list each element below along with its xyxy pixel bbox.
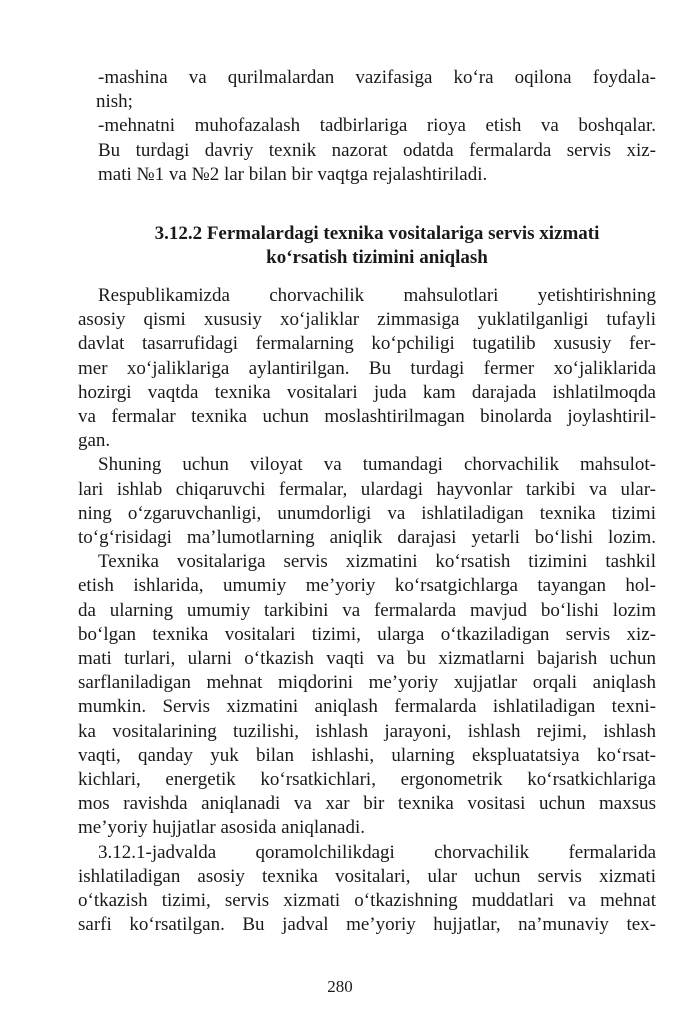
text-line: Bu turdagi davriy texnik nazorat odatda fermalarda servis xiz- (98, 139, 656, 161)
text-line: o‘tkazish tizimi, servis xizmati o‘tkazishning muddatlari va mehnat (78, 890, 656, 912)
page-number: 280 (327, 977, 353, 996)
body-text (78, 284, 656, 937)
heading-line: 3.12.2 Fermalardagi texnika vositalariga servis xizmati (154, 223, 600, 244)
text-line: mer xo‘jaliklariga aylantirilgan. Bu turdagi fermer xo‘jaliklarida (78, 357, 656, 379)
top-block (98, 66, 656, 187)
text-line: davlat tasarrufidagi fermalarning ko‘pchiligi tugatilib xususiy fer- (78, 333, 656, 355)
text-line: mati №1 va №2 lar bilan bir vaqtga rejalashtiriladi. (98, 163, 488, 185)
text-line: 3.12.1-jadvalda qoramolchilikdagi chorvachilik fermalarida (98, 841, 656, 863)
text-line: kichlari, energetik ko‘rsatkichlari, ergonometrik ko‘rsatkichlariga (78, 769, 656, 791)
text-line: ishlatiladigan asosiy texnika vositalari, ular uchun servis xizmati (78, 865, 656, 887)
text-line: gan. (78, 430, 111, 452)
text-line: ka vositalarining tuzilishi, ishlash jarayoni, ishlash rejimi, ishlash (78, 720, 656, 742)
text-line: etish ishlarida, umumiy me’yoriy ko‘rsatgichlarga tayangan hol- (78, 575, 656, 597)
text-line: lari ishlab chiqaruvchi fermalar, ulardagi hayvonlar tarkibi va ular- (78, 478, 656, 500)
text-line: sarflaniladigan mehnat miqdorini me’yoriy xujjatlar orqali aniqlash (78, 672, 656, 694)
text-line: vaqti, qanday yuk bilan ishlashi, ularning ekspluatatsiya ko‘rsat- (78, 744, 656, 766)
text-line: da ularning umumiy tarkibini va fermalarda mavjud bo‘lishi lozim (78, 599, 656, 621)
text-line: mumkin. Servis xizmatini aniqlash fermalarda ishlatiladigan texni- (78, 696, 656, 718)
text-line: ning o‘zgaruvchanligi, unumdorligi va ishlatiladigan texnika tizimi (78, 502, 656, 524)
text-line: sarfi ko‘rsatilgan. Bu jadval me’yoriy hujjatlar, na’munaviy tex- (78, 914, 656, 936)
text-line: mos ravishda aniqlanadi va xar bir texnika vositasi uchun maxsus (78, 793, 656, 815)
text-line: -mashina va qurilmalardan vazifasiga ko‘ra oqilona foydala- (98, 67, 656, 88)
heading-line: ko‘rsatish tizimini aniqlash (266, 247, 488, 268)
text-line: hozirgi vaqtda texnika vositalari juda kam darajada ishlatilmoqda (78, 381, 656, 403)
text-line: to‘g‘risidagi ma’lumotlarning aniqlik darajasi yetarli bo‘lishi lozim. (78, 527, 656, 549)
text-line: asosiy qismi xususiy xo‘jaliklar zimmasiga yuklatilganligi tufayli (78, 309, 656, 331)
text-line: mati turlari, ularni o‘tkazish vaqti va bu xizmatlarni bajarish uchun (78, 648, 656, 670)
text-line: va fermalar texnika uchun moslashtirilmagan binolarda joylashtiril- (78, 406, 656, 428)
text-line: Texnika vositalariga servis xizmatini ko‘rsatish tizimini tashkil (98, 551, 656, 573)
text-line: me’yoriy hujjatlar asosida aniqlanadi. (78, 817, 366, 839)
text-line: -mehnatni muhofazalash tadbirlariga rioya etish va boshqalar. (98, 115, 656, 137)
text-line: Shuning uchun viloyat va tumandagi chorvachilik mahsulot- (98, 454, 656, 476)
section-heading (98, 222, 656, 270)
text-line: nish; (96, 91, 133, 113)
text-line: bo‘lgan texnika vositalari tizimi, ularga o‘tkaziladigan servis xiz- (78, 623, 656, 645)
text-line: Respublikamizda chorvachilik mahsulotlari yetishtirishning (98, 285, 656, 306)
